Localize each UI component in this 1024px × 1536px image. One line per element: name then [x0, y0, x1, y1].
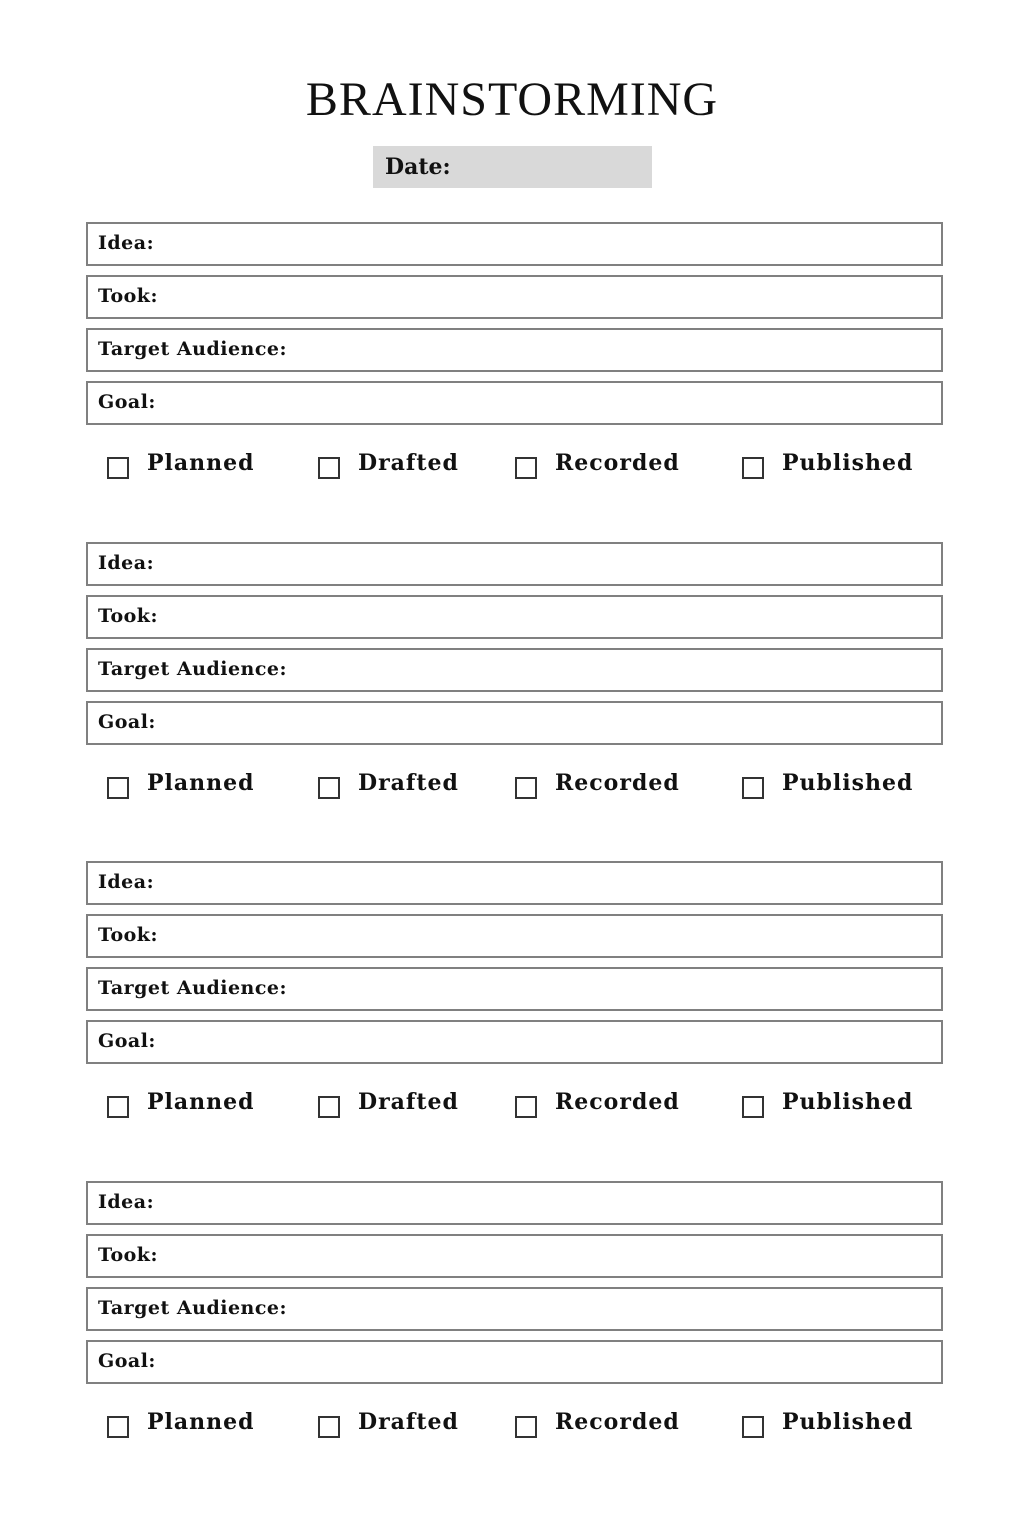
checkbox-planned[interactable]: [107, 447, 255, 479]
checkbox-square-icon[interactable]: [515, 457, 537, 479]
checkbox-square-icon[interactable]: [107, 457, 129, 479]
date-field[interactable]: Date:: [373, 146, 652, 188]
target-audience-field[interactable]: Target Audience:: [86, 328, 943, 372]
checkbox-square-icon[interactable]: [515, 1416, 537, 1438]
brainstorm-entry: [86, 1181, 943, 1481]
status-checkboxes: [86, 1074, 943, 1114]
checkbox-label: Published: [782, 1409, 914, 1436]
idea-field[interactable]: Idea:: [86, 861, 943, 905]
checkbox-label: Drafted: [358, 1409, 459, 1436]
brainstorm-entry: [86, 222, 943, 522]
checkbox-square-icon[interactable]: [318, 1096, 340, 1118]
checkbox-square-icon[interactable]: [107, 777, 129, 799]
checkbox-drafted[interactable]: [318, 1406, 459, 1438]
status-checkboxes: [86, 435, 943, 475]
checkbox-square-icon[interactable]: [318, 777, 340, 799]
checkbox-recorded[interactable]: [515, 767, 680, 799]
goal-field[interactable]: Goal:: [86, 1340, 943, 1384]
checkbox-recorded[interactable]: [515, 1406, 680, 1438]
checkbox-label: Published: [782, 450, 914, 476]
took-field[interactable]: Took:: [86, 595, 943, 639]
checkbox-label: Planned: [147, 1409, 255, 1436]
checkbox-label: Recorded: [555, 1409, 680, 1436]
brainstorm-entry: [86, 542, 943, 842]
checkbox-label: Published: [782, 769, 914, 796]
status-checkboxes: [86, 1394, 943, 1434]
checkbox-label: Drafted: [358, 769, 459, 796]
checkbox-square-icon[interactable]: [318, 1416, 340, 1438]
checkbox-square-icon[interactable]: [515, 777, 537, 799]
checkbox-recorded[interactable]: [515, 1086, 680, 1118]
checkbox-drafted[interactable]: [318, 1086, 459, 1118]
took-field[interactable]: Took:: [86, 914, 943, 958]
checkbox-planned[interactable]: [107, 1086, 255, 1118]
goal-field[interactable]: Goal:: [86, 1020, 943, 1064]
checkbox-label: Drafted: [358, 450, 459, 476]
checkbox-square-icon[interactable]: [742, 457, 764, 479]
idea-field[interactable]: Idea:: [86, 222, 943, 266]
checkbox-label: Recorded: [555, 769, 680, 796]
checkbox-label: Drafted: [358, 1089, 459, 1116]
checkbox-published[interactable]: [742, 1086, 913, 1118]
checkbox-planned[interactable]: [107, 1406, 255, 1438]
checkbox-planned[interactable]: [107, 767, 255, 799]
checkbox-label: Planned: [147, 769, 255, 796]
checkbox-label: Recorded: [555, 1089, 680, 1116]
checkbox-square-icon[interactable]: [742, 1416, 764, 1438]
checkbox-square-icon[interactable]: [742, 777, 764, 799]
brainstorm-entry: [86, 861, 943, 1161]
idea-field[interactable]: Idea:: [86, 542, 943, 586]
checkbox-square-icon[interactable]: [318, 457, 340, 479]
checkbox-square-icon[interactable]: [107, 1416, 129, 1438]
target-audience-field[interactable]: Target Audience:: [86, 967, 943, 1011]
checkbox-drafted[interactable]: [318, 447, 459, 479]
checkbox-published[interactable]: [742, 767, 913, 799]
status-checkboxes: [86, 755, 943, 795]
took-field[interactable]: Took:: [86, 275, 943, 319]
checkbox-square-icon[interactable]: [742, 1096, 764, 1118]
checkbox-label: Published: [782, 1089, 914, 1116]
checkbox-recorded[interactable]: [515, 447, 680, 479]
checkbox-drafted[interactable]: [318, 767, 459, 799]
target-audience-field[interactable]: Target Audience:: [86, 648, 943, 692]
goal-field[interactable]: Goal:: [86, 701, 943, 745]
checkbox-square-icon[interactable]: [107, 1096, 129, 1118]
goal-field[interactable]: Goal:: [86, 381, 943, 425]
checkbox-label: Planned: [147, 450, 255, 476]
idea-field[interactable]: Idea:: [86, 1181, 943, 1225]
took-field[interactable]: Took:: [86, 1234, 943, 1278]
checkbox-published[interactable]: [742, 447, 913, 479]
checkbox-square-icon[interactable]: [515, 1096, 537, 1118]
target-audience-field[interactable]: Target Audience:: [86, 1287, 943, 1331]
checkbox-label: Planned: [147, 1089, 255, 1116]
checkbox-label: Recorded: [555, 450, 680, 476]
checkbox-published[interactable]: [742, 1406, 913, 1438]
page-title: BRAINSTORMING: [305, 73, 719, 126]
